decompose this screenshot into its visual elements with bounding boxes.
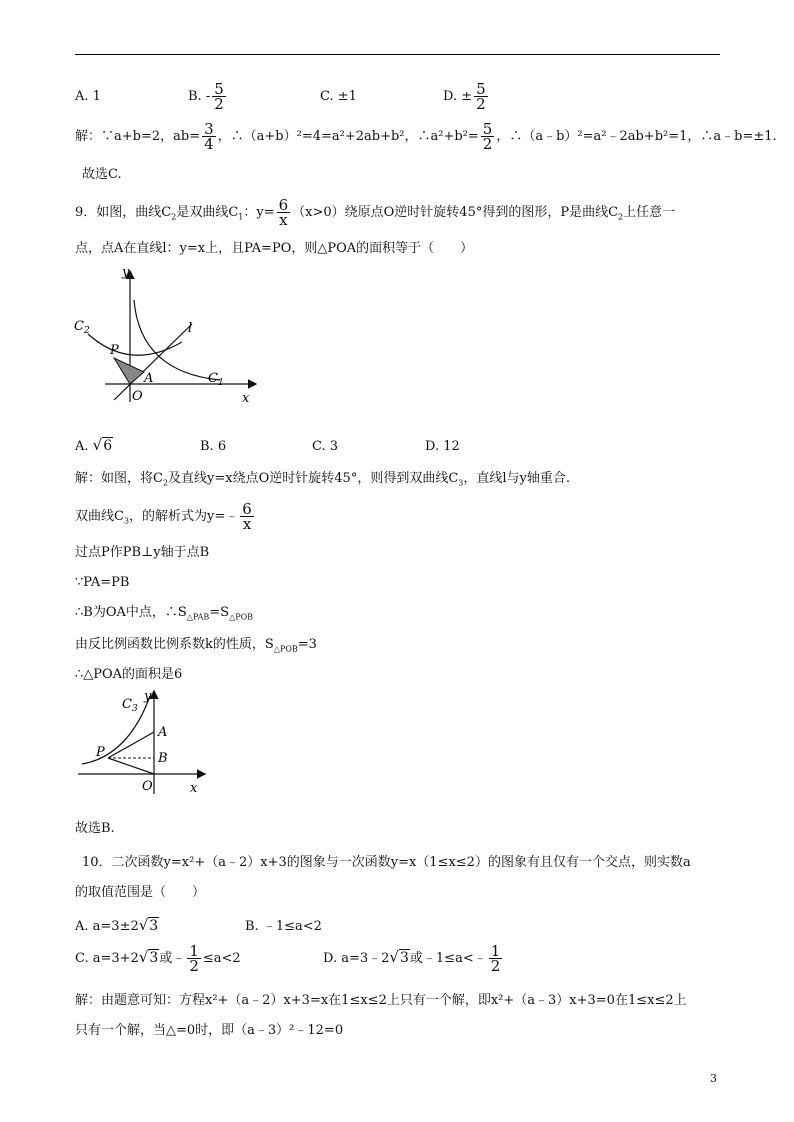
- fig1-x-label: x: [242, 391, 250, 406]
- q8-option-c: C. ±1: [320, 89, 357, 104]
- fig1-y-label: y: [122, 265, 130, 280]
- fig2-p-label: P: [96, 745, 105, 760]
- fig2-b-label: B: [158, 751, 168, 766]
- q9-solution-line4: ∵PA=PB: [75, 575, 130, 590]
- q9-solution-line1: 解：如图，将$C_2$及直线y=x绕点O逆时针旋转45°，则得到双曲线$C_3$，直线l与y轴重合.: [75, 471, 570, 488]
- fig2-a-label: A: [158, 725, 168, 740]
- page-number: 3: [710, 1072, 717, 1085]
- q10-option-b: B. ﹣1≤a<2: [245, 919, 322, 934]
- header-rule: [75, 54, 720, 55]
- shaded-triangle-poa: [114, 358, 144, 384]
- q9-solution-line3: 过点P作PB⊥y轴于点B: [75, 545, 210, 560]
- q10-option-c: C. a=3+2√3或﹣ $\frac{1}{2}$ ≤a<2: [75, 942, 241, 975]
- curve-c2: [88, 334, 182, 355]
- segment-po: [108, 758, 154, 774]
- fig1-l-label: l: [188, 321, 193, 336]
- q9-option-c: C. 3: [312, 439, 339, 454]
- q9-solution-line7: ∴△POA的面积是6: [75, 667, 183, 682]
- q9-option-a: A. √6: [75, 436, 113, 454]
- fig2-y-label: y: [144, 689, 152, 704]
- line-l: [114, 324, 192, 400]
- q8-solution: 解：∵a+b=2，ab= $\frac{3}{4}$ ，∴（a+b）²=4=a²+2ab+b²，∴a²+b²= $\frac{5}{2}$ ，∴（a﹣b）²=a²﹣2ab+b²=1，∴a﹣b=±1.: [75, 120, 777, 153]
- q9-figure-2: [70, 686, 210, 800]
- fig1-a-label: A: [144, 371, 154, 386]
- q8-option-d: D. ± $\frac{5}{2}$: [443, 80, 486, 113]
- q9-stem-line2: 点，点A在直线l：y=x上，且PA=PO，则△POA的面积等于（ ）: [75, 241, 474, 256]
- q10-option-a: A. a=3±2√3: [75, 916, 159, 934]
- q10-stem-line2: 的取值范围是（ ）: [75, 885, 206, 900]
- q9-figure-1: [70, 262, 270, 410]
- q8-option-a: A. 1: [75, 89, 101, 104]
- q9-stem-line1: 9．如图，曲线$C_2$是双曲线$C_1$：y= $\frac{6}{x}$ （x>0）绕原点O逆时针旋转45°得到的图形，P是曲线$C_2$上任意一: [75, 196, 676, 229]
- q9-answer: 故选B.: [75, 821, 115, 836]
- fig1-o-label: O: [132, 389, 143, 404]
- fig1-p-label: P: [110, 343, 119, 358]
- fig2-c3-label: $C_3$: [122, 697, 138, 714]
- q9-option-d: D. 12: [425, 439, 460, 454]
- q10-solution-line1: 解：由题意可知：方程x²+（a﹣2）x+3=x在1≤x≤2上只有一个解，即x²+（a﹣3）x+3=0在1≤x≤2上: [75, 993, 687, 1008]
- q10-stem-line1: 10．二次函数y=x²+（a﹣2）x+3的图象与一次函数y=x（1≤x≤2）的图象有且仅有一个交点，则实数a: [82, 855, 691, 870]
- q8-option-b: B. - $\frac{5}{2}$: [188, 80, 224, 113]
- q9-solution-line6: 由反比例函数比例系数k的性质，$S_{\triangle POB}=3$: [75, 637, 317, 654]
- q9-solution-line5: ∴B为OA中点，$\therefore S_{\triangle PAB}=S_{\triangle POB}$: [75, 605, 254, 622]
- q10-option-d: D. a=3﹣2√3或﹣1≤a<﹣ $\frac{1}{2}$: [323, 942, 501, 975]
- fig2-o-label: O: [142, 779, 153, 794]
- segment-pa: [108, 732, 154, 758]
- q9-solution-line2: 双曲线$C_3$，的解析式为y=﹣ $\frac{6}{x}$: [75, 500, 252, 533]
- q10-solution-line2: 只有一个解，当△=0时，即（a﹣3）²﹣12=0: [75, 1023, 344, 1038]
- fig2-x-label: x: [190, 781, 198, 796]
- fig1-c2-label: $C_2$: [74, 319, 90, 336]
- q8-answer: 故选C.: [82, 167, 122, 182]
- q9-option-b: B. 6: [200, 439, 227, 454]
- fig1-c1-label: $C_1$: [208, 371, 224, 388]
